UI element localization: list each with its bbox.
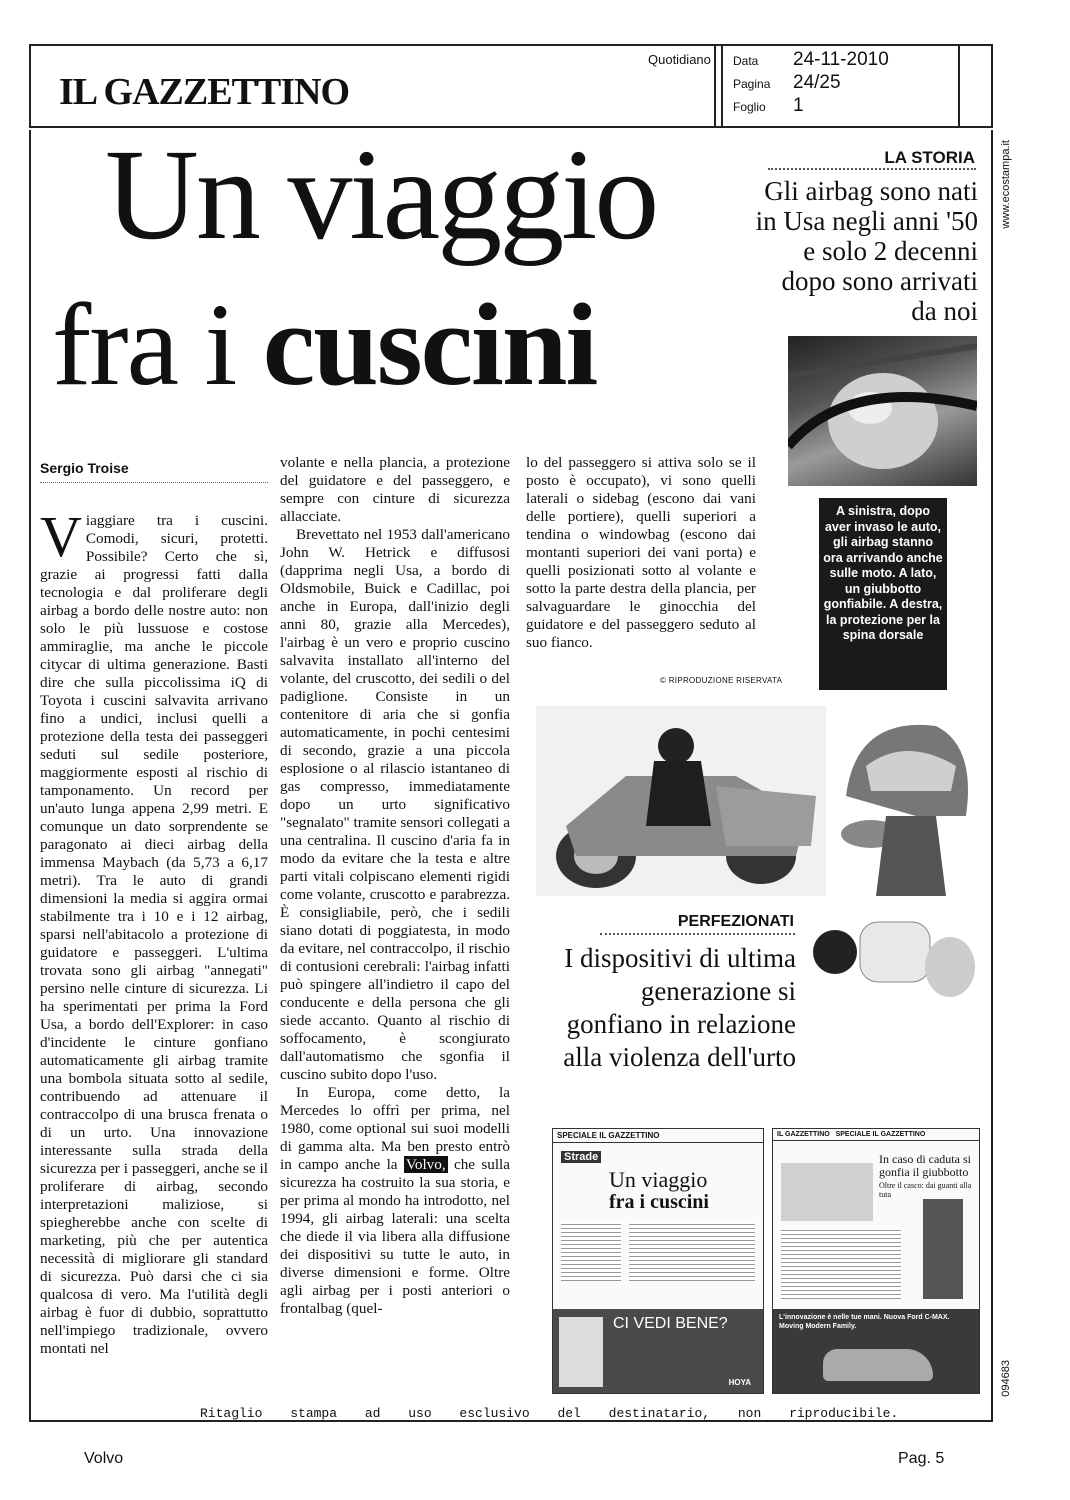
thumb-left-ad [553, 1309, 763, 1393]
perfezionati-rule [600, 933, 795, 935]
thumb-left-section: Strade [561, 1151, 601, 1163]
meta-value-foglio: 1 [793, 95, 804, 116]
meta-label-pagina: Pagina [733, 77, 771, 91]
masthead: IL GAZZETTINO [59, 71, 350, 113]
perfezionati-tag: PERFEZIONATI [677, 913, 794, 930]
footer-keyword: Volvo [84, 1450, 124, 1467]
thumb-right-ad-text: L'innovazione è nelle tue mani. Nuova Ford C-MAX. Moving Modern Family. [779, 1314, 950, 1330]
thumb-right-car [823, 1349, 933, 1381]
header-divider [714, 46, 716, 126]
thumb-left-title2: fra i cuscini [609, 1191, 709, 1213]
thumbnail-left [552, 1128, 764, 1394]
thumb-right-figure [923, 1199, 963, 1299]
thumb-right-text-block [781, 1229, 901, 1299]
publication-type: Quotidiano [648, 52, 711, 67]
column-1 [40, 504, 268, 1358]
rights-note: © RIPRODUZIONE RISERVATA [660, 676, 783, 685]
thumb-right-ad [773, 1309, 979, 1393]
column-2 [280, 454, 510, 1318]
sidebar-rule [768, 168, 976, 170]
header-box [29, 44, 993, 128]
meta-value-data: 24-11-2010 [793, 49, 889, 70]
motorbike-photo [536, 706, 826, 896]
photo-caption: A sinistra, dopo aver invaso le auto, gli airbag stanno ora arrivando anche sulle moto. A lato, un giubbotto gonfiabile. A destra, la protezione per la spina dorsale [819, 498, 947, 690]
thumb-right-subtitle: Oltre il casco: dai guanti alla tuta [879, 1181, 972, 1199]
header-divider [958, 46, 960, 126]
helmet-photo [826, 706, 976, 896]
side-url: www.ecostampa.it [1000, 140, 1012, 229]
article-title-line2: fra i cuscini [52, 279, 597, 410]
thumb-right-photo [781, 1163, 873, 1221]
column-1-text: iaggiare tra i cuscini. Comodi, sicuri, protetti. Possibile? Certo che sì, grazie ai progressi fatti dalla tecnologia e dal proliferare degli airbag a bordo delle nostre auto: non solo le più lussuose e costose ammiraglie, ma anche le piccole citycar di ultima generazione. Basti dire che sulla piccolissima iQ di Toyota i cuscini salvavita arrivano fino a undici, inclusi quelli a protezione della testa dei passeggeri seduti sul sedile posteriore, maggiormente esposti al rischio di tamponamento. Un record per un'auto lunga appena 2,99 metri. E comunque un dato sorprendente se paragonato ai dieci airbag della immensa Maybach (da 5,73 a 6,17 metri). Tra le auto di grandi dimensioni la media si aggira ormai stabilmente tra i 10 e i 12 airbag, sparsi nell'abitacolo a protezione di guidatore e passeggeri. L'ultima trovata sono gli airbag "annegati" persino nelle cinture di sicurezza. Li ha sperimentati per prima la Ford Usa, a bordo dell'Explorer: in caso d'incidente le cinture gonfiano automaticamente gli airbag tramite una bombola situata sotto al sedile, contribuendo ad attenuare il contraccolpo di una brusca frenata o di un urto. Una innovazione interessante sulla strada della sicurezza per i passeggeri, anche se il proliferare di airbag, secondo interpretazioni maliziose, si spiegherebbe anche con scelte di marketing, più che per autentica necessità di migliorare gli standard di sicurezza. Può darsi che ci sia qualcosa di vero. Ma l'utilità degli airbag è fuor di dubbio, soprattutto nell'impiego tradizionale, ovvero montati nel [40, 512, 268, 1357]
reproduction-note: Ritaglio stampa ad uso esclusivo del destinatario, non riproducibile. [200, 1406, 899, 1421]
column-2-para-3: In Europa, come detto, la Mercedes lo offrì per prima, nel 1980, come optional sui suoi modelli di gamma alta. Ma ben presto entrò in campo anche la Volvo, che sulla sicurezza ha costruito la sua storia, e per prima al mondo ha introdotto, nel 1994, gli airbag laterali: una scelta che diede il via libera alla diffusione dei dispositivi su tutte le auto, in diverse dimensioni e forme. Oltre agli airbag per i posti anteriori o frontalbag (quel- [280, 1084, 510, 1317]
meta-label-data: Data [733, 54, 759, 68]
thumb-left-brand: HOYA [728, 1378, 751, 1387]
footer-page-number: Pag. 5 [898, 1450, 945, 1467]
frame-left [29, 130, 31, 1422]
article-title-bold: cuscini [262, 279, 597, 410]
header-divider [721, 46, 723, 126]
article-title-line1: Un viaggio [105, 123, 657, 267]
dropcap: V [40, 504, 82, 569]
thumb-right-header: IL GAZZETTINO SPECIALE IL GAZZETTINO [773, 1129, 979, 1141]
thumb-left-header: SPECIALE IL GAZZETTINO [553, 1129, 763, 1143]
pillow-art [805, 912, 977, 1006]
thumb-right-title: In caso di caduta si gonfia il giubbotto [879, 1152, 971, 1179]
thumb-left-text-block [561, 1221, 621, 1281]
column-2-para-1: volante e nella plancia, a protezione del guidatore e del passeggero, e sempre con cinture di sicurezza allacciate. [280, 454, 510, 525]
meta-label-foglio: Foglio [733, 100, 766, 114]
side-code: 094683 [1000, 1360, 1012, 1397]
thumb-left-ad-image [559, 1317, 603, 1387]
column-3-text: lo del passeggero si attiva solo se il posto è occupato), vi sono quelli laterali o sidebag (escono dai vani delle portiere), quelli superiori a tendina o windowbag (escono dai montanti superiori dei vani porta) e quelli posizionati sotto al volante e sotto la parte destra della plancia, per salvaguardare le ginocchia del guidatore e del passeggero seduto al suo fianco. [526, 454, 756, 651]
perfezionati-headline: I dispositivi di ultima generazione si gonfiano in relazione alla violenza dell'urto [563, 943, 796, 1072]
pillow-photo [805, 912, 977, 1006]
frame-right [991, 130, 993, 1422]
sidebar-headline: Gli airbag sono nati in Usa negli anni '50 e solo 2 decenni dopo sono arrivati da noi [755, 176, 978, 326]
byline-rule [40, 482, 268, 483]
thumb-left-title1: Un viaggio [609, 1167, 708, 1192]
sidebar-tag: LA STORIA [884, 148, 975, 167]
thumbnail-right [772, 1128, 980, 1394]
thumb-left-ad-text: CI VEDI BENE? [613, 1315, 728, 1332]
column-3 [526, 454, 756, 652]
thumb-left-text-block [629, 1221, 755, 1281]
meta-value-pagina: 24/25 [793, 72, 841, 93]
column-2-para-2: Brevettato nel 1953 dall'americano John W. Hetrick e diffusosi (dapprima negli Usa, a bordo di Oldsmobile, Buick e Cadillac, poi anche in Europa, dall'inizio degli anni 80, grazie alla Mercedes), l'airbag è un vero e proprio cuscino salvavita installato all'interno del volante, del cruscotto, dei sedili o del padiglione. Consiste in un contenitore di aria che si gonfia automaticamente, in pochi centesimi di secondo, grazie a una piccola esplosione o al rilascio istantaneo di gas compresso, immediatamente dopo un urto significativo "segnalato" tramite sensori collegati a una centralina. Il cuscino d'aria fa in modo da evitare che la testa e altre parti vitali colpiscano elementi rigidi come volante, cruscotto e parabrezza. È consigliabile, però, che i sedili siano dotati di poggiatesta, in modo da evitare, nel contraccolpo, il rischio di contusioni cerebrali: l'airbag infatti può spingere all'indietro il capo del conducente e della persona che gli siede accanto. Quanto al rischio di soffocamento, è scongiurato dall'automatismo che sgonfia il cuscino subito dopo l'uso. [280, 526, 511, 1083]
motorbike-art [536, 706, 826, 896]
airbag-photo [788, 336, 977, 486]
volvo-highlight: Volvo, [405, 1156, 446, 1173]
airbag-photo-art [788, 336, 977, 486]
helmet-art [826, 706, 976, 896]
byline: Sergio Troise [40, 460, 129, 476]
